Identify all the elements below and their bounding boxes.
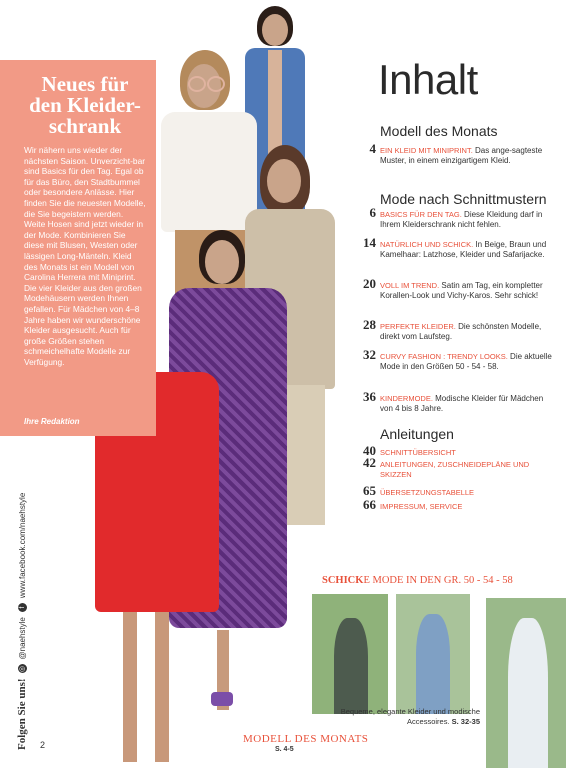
toc-entry[interactable] xyxy=(358,455,558,481)
entry-text: Diese Kleidung darf in Ihrem Kleiderschrank nicht fehlen. xyxy=(380,210,543,230)
entry-page-number: 66 xyxy=(363,497,376,512)
intro-box xyxy=(0,60,156,436)
entry-highlight: KINDERMODE. xyxy=(380,394,433,403)
section-anleitungen: Anleitungen xyxy=(380,426,454,442)
entry-highlight: VOLL IM TREND. xyxy=(380,281,440,290)
entry-page-number: 28 xyxy=(363,317,376,332)
curvy-promo-bold: SCHICK xyxy=(322,575,364,586)
toc-entry[interactable] xyxy=(358,235,558,261)
section-modell-des-monats: Modell des Monats xyxy=(380,123,498,139)
modell-des-monats-page: S. 4-5 xyxy=(275,746,294,753)
entry-text: Satin am Tag, ein kompletter Korallen-Look und Vichy-Karos. Sehr schick! xyxy=(380,281,543,301)
entry-page-number: 4 xyxy=(369,141,376,156)
entry-text: In Beige, Braun und Kamelhaar: Latzhose, Kleider und Safarijacke. xyxy=(380,240,547,260)
entry-page-number: 32 xyxy=(363,347,376,362)
instagram-icon: ◎ xyxy=(18,665,26,673)
curvy-promo-heading[interactable] xyxy=(322,575,513,586)
entry-text: Das ange-sagteste Muster, in einem einzigartigem Kleid. xyxy=(380,146,543,166)
facebook-icon: f xyxy=(18,603,27,612)
page-number: 2 xyxy=(40,740,46,750)
curvy-photo-3[interactable] xyxy=(486,598,566,768)
entry-page-number: 65 xyxy=(363,483,376,498)
entry-highlight: BASICS FÜR DEN TAG. xyxy=(380,210,462,219)
instagram-handle[interactable]: @naehstyle xyxy=(17,617,27,660)
entry-page-number: 20 xyxy=(363,276,376,291)
entry-text: Modische Kleider für Mädchen von 4 bis 8 Jahre. xyxy=(380,394,544,414)
toc-entry[interactable] xyxy=(358,141,558,167)
entry-highlight: ÜBERSETZUNGSTABELLE xyxy=(380,488,475,497)
curvy-caption xyxy=(340,707,480,726)
toc-entry[interactable] xyxy=(358,443,558,458)
toc-entry[interactable] xyxy=(358,497,558,512)
facebook-url[interactable]: www.facebook.com/naehstyle xyxy=(17,492,27,599)
entry-highlight: PERFEKTE KLEIDER. xyxy=(380,322,456,331)
editor-signature: Ihre Redaktion xyxy=(24,417,80,426)
curvy-promo-rest: E MODE IN DEN GR. 50 - 54 - 58 xyxy=(363,575,513,586)
entry-highlight: CURVY FASHION : TRENDY LOOKS. xyxy=(380,352,508,361)
entry-page-number: 36 xyxy=(363,389,376,404)
intro-heading: Neues für den Kleider-schrank xyxy=(29,72,141,138)
curvy-photo-2[interactable] xyxy=(396,594,470,714)
entry-highlight: ANLEITUNGEN, ZUSCHNEIDEPLÄNE UND SKIZZEN xyxy=(380,460,530,480)
curvy-photo-1[interactable] xyxy=(312,594,388,714)
entry-page-number: 40 xyxy=(363,443,376,458)
toc-entry[interactable] xyxy=(358,317,558,343)
toc-entry[interactable] xyxy=(358,347,558,373)
social-strip xyxy=(16,493,28,750)
entry-page-number: 42 xyxy=(363,455,376,470)
intro-body: Wir nähern uns wieder der nächsten Saison. Unverzicht-bar sind Basics für den Tag. Egal ob für das Büro, den Stadtbummel oder besondere Anlässe. Hier finden Sie die neuesten Modelle, die Sie begeistern werden. Weite Hosen sind jetzt wieder in der Mode. Kombinieren Sie diese mit Blusen, Westen oder lässigen Long-Mänteln. Kleid des Monats ist ein Modell von Carolina Herrera mit Miniprint. Die vier Kleider aus den großen Modehäusern werden Ihnen gefallen. Für Mädchen von 4–8 Jahre haben wir wunderschöne Kleider ausgesucht. Auch für große Größen stehen schmeichelhafte Modelle zur Verfügung. xyxy=(24,145,146,367)
toc-title: Inhalt xyxy=(378,56,478,103)
entry-highlight: EIN KLEID MIT MINIPRINT. xyxy=(380,146,473,155)
toc-entry[interactable] xyxy=(358,483,558,498)
follow-label: Folgen Sie uns! xyxy=(16,678,28,750)
curvy-caption-page: S. 32-35 xyxy=(451,716,480,726)
entry-text: Die aktuelle Mode in den Größen 50 - 54 - 58. xyxy=(380,352,552,372)
modell-des-monats-label[interactable]: MODELL DES MONATS xyxy=(243,733,369,745)
entry-highlight: IMPRESSUM, SERVICE xyxy=(380,502,463,511)
toc-entry[interactable] xyxy=(358,205,558,231)
section-mode-nach-schnittmustern: Mode nach Schnittmustern xyxy=(380,191,547,207)
curvy-caption-text: Bequeme, elegante Kleider und modische Accessoires. xyxy=(340,707,480,726)
entry-page-number: 14 xyxy=(363,235,376,250)
entry-highlight: NATÜRLICH UND SCHICK. xyxy=(380,240,474,249)
entry-text: Die schönsten Modelle, direkt vom Laufsteg. xyxy=(380,322,542,342)
entry-highlight: SCHNITTÜBERSICHT xyxy=(380,448,456,457)
toc-entry[interactable] xyxy=(358,389,558,415)
entry-page-number: 6 xyxy=(369,205,376,220)
toc-entry[interactable] xyxy=(358,276,558,302)
